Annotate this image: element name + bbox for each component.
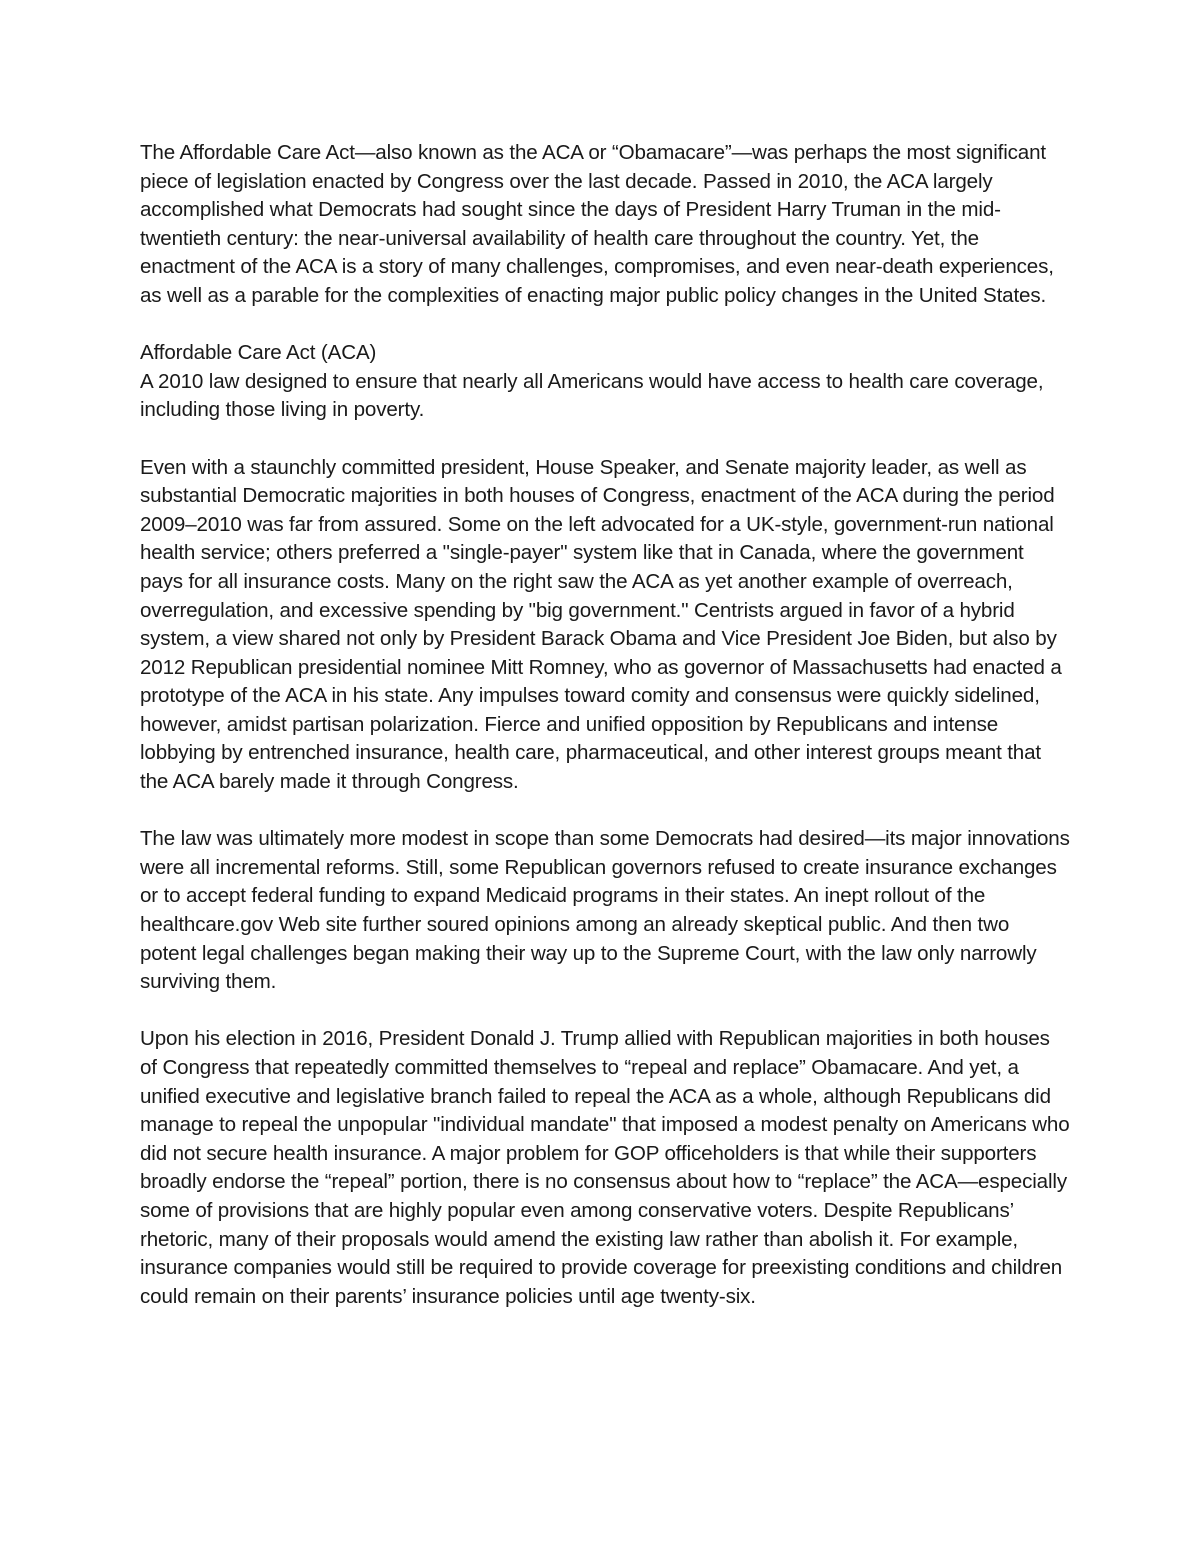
paragraph-spacer (140, 425, 1070, 454)
document-page (140, 139, 1070, 1311)
paragraph-intro: The Affordable Care Act—also known as the ACA or “Obamacare”—was perhaps the most significant piece of legislation enacted by Congress over the last decade. Passed in 2010, the ACA largely accomplished what Democrats had sought since the days of President Harry Truman in the mid-twentieth century: the near-universal availability of health care throughout the country. Yet, the enactment of the ACA is a story of many challenges, compromises, and even near-death experiences, as well as a parable for the complexities of enacting major public policy changes in the United States. (140, 141, 1054, 307)
paragraph-spacer (140, 311, 1070, 340)
paragraph-spacer (140, 797, 1070, 826)
glossary-definition: A 2010 law designed to ensure that nearly all Americans would have access to health care coverage, including those living in poverty. (140, 369, 1044, 422)
paragraph-repeal: Upon his election in 2016, President Donald J. Trump allied with Republican majorities in both houses of Congress that repeatedly committed themselves to “repeal and replace” Obamacare. And yet, a unified executive and legislative branch failed to repeal the ACA as a whole, although Republicans did manage to repeal the unpopular "individual mandate" that imposed a modest penalty on Americans who did not secure health insurance. A major problem for GOP officeholders is that while their supporters broadly endorse the “repeal” portion, there is no consensus about how to “replace” the ACA—especially some of provisions that are highly popular even among conservative voters. Despite Republicans’ rhetoric, many of their proposals would amend the existing law rather than abolish it. For example, insurance companies would still be required to provide coverage for preexisting conditions and children could remain on their parents’ insurance policies until age twenty-six. (140, 1027, 1070, 1308)
paragraph-spacer (140, 997, 1070, 1026)
glossary-term: Affordable Care Act (ACA) (140, 341, 377, 365)
paragraph-enactment: Even with a staunchly committed president, House Speaker, and Senate majority leader, as well as substantial Democratic majorities in both houses of Congress, enactment of the ACA during the period 2009–2010 was far from assured. Some on the left advocated for a UK-style, government-run national health service; others preferred a "single-payer" system like that in Canada, where the government pays for all insurance costs. Many on the right saw the ACA as yet another example of overreach, overregulation, and excessive spending by "big government." Centrists argued in favor of a hybrid system, a view shared not only by President Barack Obama and Vice President Joe Biden, but also by 2012 Republican presidential nominee Mitt Romney, who as governor of Massachusetts had enacted a prototype of the ACA in his state. Any impulses toward comity and consensus were quickly sidelined, however, amidst partisan polarization. Fierce and unified opposition by Republicans and intense lobbying by entrenched insurance, health care, pharmaceutical, and other interest groups meant that the ACA barely made it through Congress. (140, 455, 1062, 794)
paragraph-scope: The law was ultimately more modest in scope than some Democrats had desired—its major innovations were all incremental reforms. Still, some Republican governors refused to create insurance exchanges or to accept federal funding to expand Medicaid programs in their states. An inept rollout of the healthcare.gov Web site further soured opinions among an already skeptical public. And then two potent legal challenges began making their way up to the Supreme Court, with the law only narrowly surviving them. (140, 827, 1070, 994)
